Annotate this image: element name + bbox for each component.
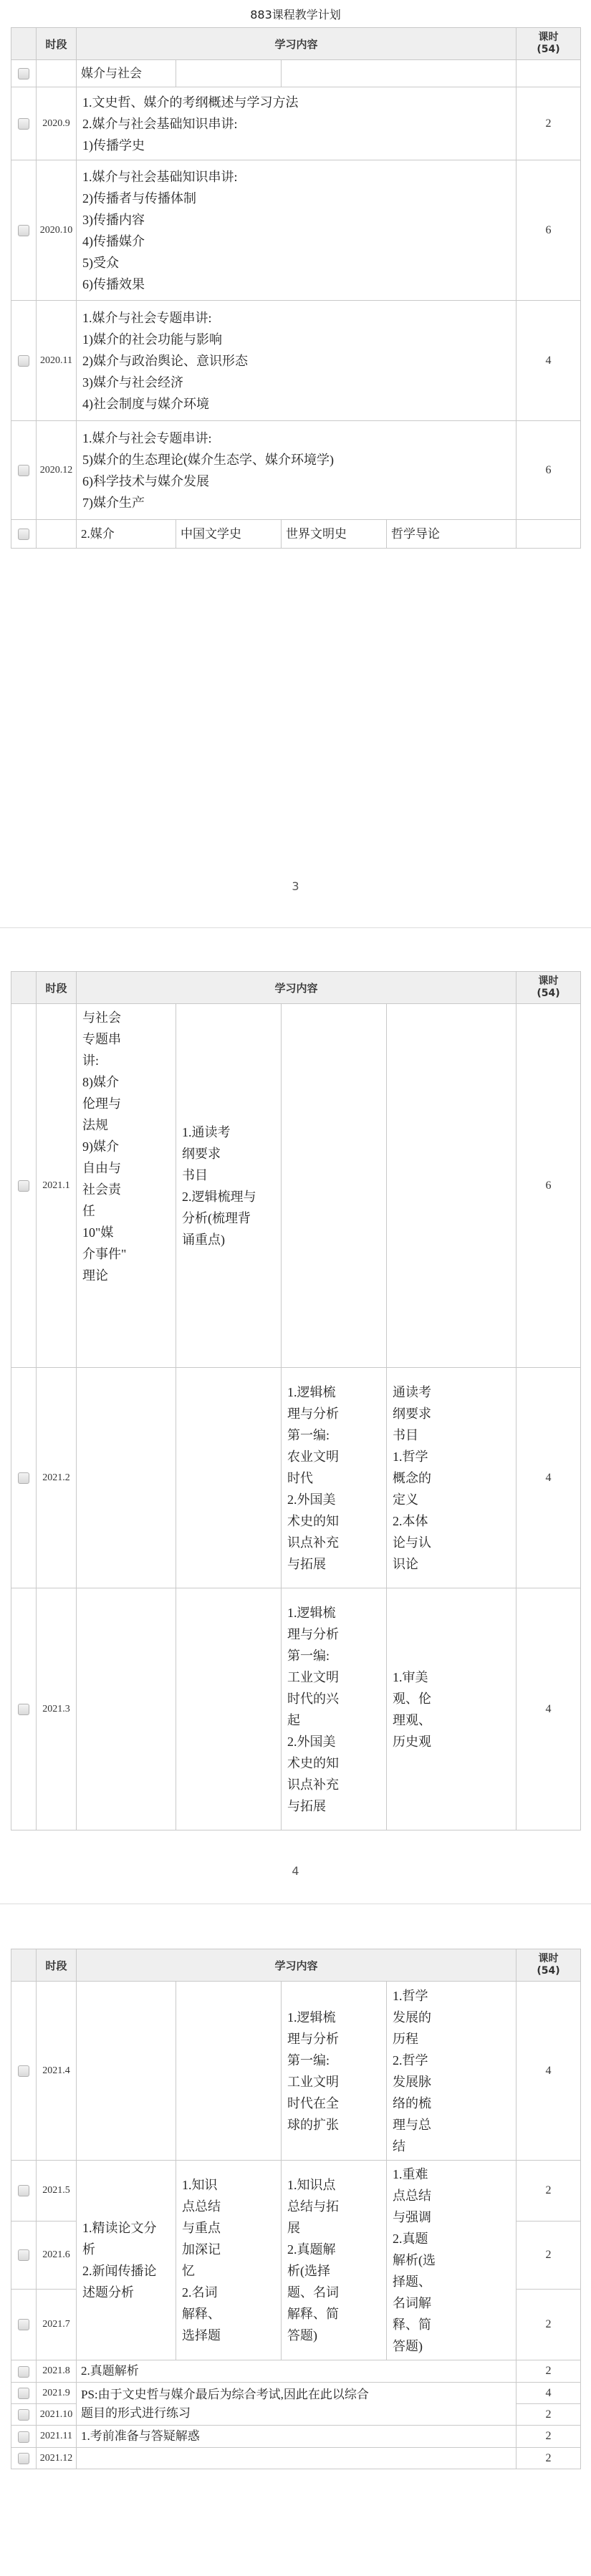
checkbox-icon <box>18 355 29 367</box>
table-row <box>11 2448 581 2469</box>
row-checkbox[interactable] <box>11 2289 37 2360</box>
row-checkbox[interactable] <box>11 421 37 520</box>
row-content-philosophy <box>387 1004 516 1368</box>
checkbox-header <box>11 972 37 1004</box>
table-row <box>11 160 581 301</box>
table-row <box>11 2426 581 2448</box>
table-row <box>11 1004 581 1368</box>
checkbox-icon <box>18 465 29 476</box>
table-header <box>11 28 581 60</box>
row-checkbox[interactable] <box>11 2448 37 2469</box>
table-row <box>11 87 581 160</box>
header-time: 时段 <box>37 972 77 1004</box>
checkbox-icon <box>18 1180 29 1192</box>
row-date: 2021.6 <box>37 2221 77 2289</box>
header-content: 学习内容 <box>77 1949 516 1982</box>
row-date: 2021.7 <box>37 2289 77 2360</box>
row-hours <box>516 60 581 87</box>
row-content-chinese-literature <box>176 1982 282 2161</box>
table-row <box>11 520 581 549</box>
row-hours: 2 <box>516 2161 581 2222</box>
checkbox-icon <box>18 1472 29 1484</box>
subject-chinese-literature: 中国文学史 <box>176 520 282 549</box>
page-number: 3 <box>292 879 299 893</box>
row-content-media <box>77 1588 176 1830</box>
page-number: 4 <box>292 1864 299 1878</box>
row-content: 1.考前准备与答疑解惑 <box>77 2426 516 2448</box>
row-hours: 4 <box>516 1368 581 1588</box>
table-row <box>11 2383 581 2404</box>
table-row <box>11 1982 581 2161</box>
page-title: 883课程教学计划 <box>250 8 341 21</box>
checkbox-icon <box>18 2409 29 2421</box>
row-content: 1.媒介与社会专题串讲: 5)媒介的生态理论(媒介生态学、媒介环境学) 6)科学技术与媒介发展 7)媒介生产 <box>77 421 516 520</box>
row-content-world-civilization: 1.逻辑梳 理与分析 第一编: 工业文明 时代在全 球的扩张 <box>282 1982 387 2161</box>
row-content-chinese-literature <box>176 1588 282 1830</box>
row-content-media: 1.精读论文分 析 2.新闻传播论 述题分析 <box>77 2161 176 2360</box>
row-hours: 2 <box>516 2289 581 2360</box>
row-hours <box>516 520 581 549</box>
row-content-philosophy: 1.重难 点总结 与强调 2.真题 解析(选 择题、 名词解 释、简 答题) <box>387 2161 516 2360</box>
row-checkbox[interactable] <box>11 2360 37 2383</box>
row-hours: 2 <box>516 2221 581 2289</box>
row-hours: 2 <box>516 2426 581 2448</box>
table-row <box>11 1368 581 1588</box>
row-content: 1.媒介与社会专题串讲: 1)媒介的社会功能与影响 2)媒介与政治舆论、意识形态 3)媒介与社会经济 4)社会制度与媒介环境 <box>77 301 516 421</box>
row-hours: 4 <box>516 2383 581 2404</box>
checkbox-icon <box>18 1704 29 1715</box>
checkbox-icon <box>18 2185 29 2196</box>
checkbox-icon <box>18 2431 29 2443</box>
row-date: 2021.12 <box>37 2448 77 2469</box>
row-content-chinese-literature: 1.知识 点总结 与重点 加深记 忆 2.名词 解释、 选择题 <box>176 2161 282 2360</box>
table-row <box>11 60 581 87</box>
row-hours: 2 <box>516 2448 581 2469</box>
header-content: 学习内容 <box>77 28 516 60</box>
checkbox-icon <box>18 529 29 540</box>
row-content-media: 与社会 专题串 讲: 8)媒介 伦理与 法规 9)媒介 自由与 社会责 任 10"媒 介事件" 理论 <box>77 1004 176 1368</box>
header-hours: 课时 (54) <box>516 972 581 1004</box>
row-hours: 4 <box>516 1982 581 2161</box>
row-date: 2021.8 <box>37 2360 77 2383</box>
row-hours: 6 <box>516 160 581 301</box>
row-date: 2021.9 <box>37 2383 77 2404</box>
row-content-chinese-literature <box>176 1368 282 1588</box>
row-content-world-civilization: 1.逻辑梳 理与分析 第一编: 农业文明 时代 2.外国美 术史的知 识点补充 与拓展 <box>282 1368 387 1588</box>
row-date <box>37 520 77 549</box>
header-content: 学习内容 <box>77 972 516 1004</box>
subject-world-civilization: 世界文明史 <box>282 520 387 549</box>
row-content-chinese-literature: 1.通读考 纲要求 书目 2.逻辑梳理与 分析(梳理背 诵重点) <box>176 1004 282 1368</box>
table-row <box>11 2161 581 2222</box>
row-date: 2021.1 <box>37 1004 77 1368</box>
checkbox-icon <box>18 2065 29 2077</box>
row-checkbox[interactable] <box>11 2383 37 2404</box>
checkbox-icon <box>18 2319 29 2330</box>
row-date: 2021.2 <box>37 1368 77 1588</box>
row-date <box>37 60 77 87</box>
row-date: 2020.11 <box>37 301 77 421</box>
row-hours: 6 <box>516 421 581 520</box>
row-checkbox[interactable] <box>11 2161 37 2222</box>
page-divider <box>0 927 591 928</box>
checkbox-icon <box>18 118 29 130</box>
row-checkbox[interactable] <box>11 1004 37 1368</box>
row-hours: 6 <box>516 1004 581 1368</box>
row-hours: 2 <box>516 2404 581 2426</box>
row-content-media <box>77 1982 176 2161</box>
row-content: 2.真题解析 <box>77 2360 516 2383</box>
row-hours: 2 <box>516 2360 581 2383</box>
plan-table-page-2 <box>11 971 581 1830</box>
row-date: 2021.11 <box>37 2426 77 2448</box>
row-hours: 4 <box>516 1588 581 1830</box>
row-checkbox[interactable] <box>11 160 37 301</box>
checkbox-icon <box>18 2388 29 2399</box>
row-content-philosophy: 1.哲学 发展的 历程 2.哲学 发展脉 络的梳 理与总 结 <box>387 1982 516 2161</box>
row-checkbox[interactable] <box>11 60 37 87</box>
header-time: 时段 <box>37 1949 77 1982</box>
row-date: 2021.4 <box>37 1982 77 2161</box>
row-checkbox[interactable] <box>11 1982 37 2161</box>
checkbox-icon <box>18 2453 29 2464</box>
row-checkbox[interactable] <box>11 2221 37 2289</box>
row-date: 2020.12 <box>37 421 77 520</box>
checkbox-header <box>11 1949 37 1982</box>
row-checkbox[interactable] <box>11 2426 37 2448</box>
row-content-topic: 媒介与社会 <box>77 60 176 87</box>
row-date: 2020.9 <box>37 87 77 160</box>
checkbox-header <box>11 28 37 60</box>
row-date: 2020.10 <box>37 160 77 301</box>
row-content-empty <box>176 60 282 87</box>
plan-table-page-3 <box>11 1949 581 2469</box>
row-hours: 4 <box>516 301 581 421</box>
row-date: 2021.5 <box>37 2161 77 2222</box>
table-header <box>11 1949 581 1982</box>
row-content-philosophy: 通读考 纲要求 书目 1.哲学 概念的 定义 2.本体 论与认 识论 <box>387 1368 516 1588</box>
plan-table-page-1 <box>11 27 581 549</box>
table-row <box>11 301 581 421</box>
row-content-philosophy: 1.审美 观、伦 理观、 历史观 <box>387 1588 516 1830</box>
row-hours: 2 <box>516 87 581 160</box>
checkbox-icon <box>18 2249 29 2261</box>
subject-philosophy: 哲学导论 <box>387 520 516 549</box>
row-content-empty <box>77 2448 516 2469</box>
row-content-world-civilization: 1.逻辑梳 理与分析 第一编: 工业文明 时代的兴 起 2.外国美 术史的知 识点补充 与拓展 <box>282 1588 387 1830</box>
row-checkbox[interactable] <box>11 87 37 160</box>
checkbox-icon <box>18 2366 29 2378</box>
row-checkbox[interactable] <box>11 1588 37 1830</box>
row-content-empty <box>282 60 516 87</box>
subject-media: 2.媒介 <box>77 520 176 549</box>
row-checkbox[interactable] <box>11 2404 37 2426</box>
row-content-world-civilization: 1.知识点 总结与拓 展 2.真题解 析(选择 题、名词 解释、简 答题) <box>282 2161 387 2360</box>
table-row <box>11 2360 581 2383</box>
header-time: 时段 <box>37 28 77 60</box>
row-date: 2021.10 <box>37 2404 77 2426</box>
row-content: 1.媒介与社会基础知识串讲: 2)传播者与传播体制 3)传播内容 4)传播媒介 5)受众 6)传播效果 <box>77 160 516 301</box>
row-checkbox[interactable] <box>11 301 37 421</box>
row-content-media <box>77 1368 176 1588</box>
row-date: 2021.3 <box>37 1588 77 1830</box>
row-content-world-civilization <box>282 1004 387 1368</box>
table-row <box>11 1588 581 1830</box>
table-row <box>11 421 581 520</box>
header-hours: 课时 (54) <box>516 28 581 60</box>
row-checkbox[interactable] <box>11 520 37 549</box>
table-header <box>11 972 581 1004</box>
row-checkbox[interactable] <box>11 1368 37 1588</box>
checkbox-icon <box>18 225 29 236</box>
row-content-note: PS:由于文史哲与媒介最后为综合考试,因此在此以综合 题目的形式进行练习 <box>77 2383 516 2426</box>
checkbox-icon <box>18 68 29 79</box>
header-hours: 课时 (54) <box>516 1949 581 1982</box>
row-content: 1.文史哲、媒介的考纲概述与学习方法 2.媒介与社会基础知识串讲: 1)传播学史 <box>77 87 516 160</box>
